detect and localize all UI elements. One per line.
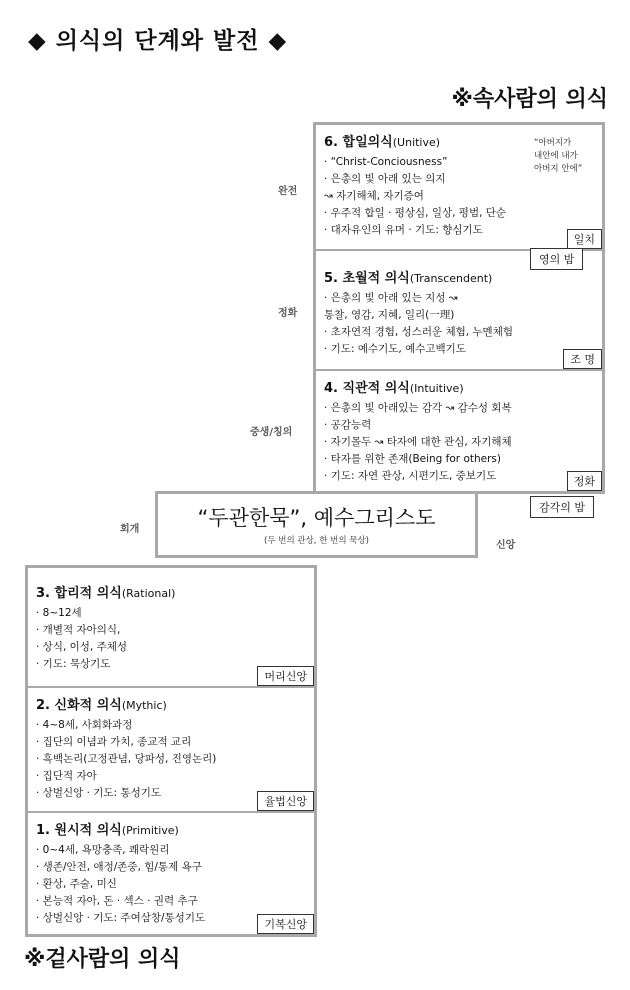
list-item: · 은총의 빛 아래있는 감각 ↝ 감수성 회복 xyxy=(324,402,512,414)
stage-heading xyxy=(324,377,594,396)
list-item: · 개별적 자아의식, xyxy=(36,624,121,636)
stage-tag: 조 명 xyxy=(563,349,602,369)
lower-stages-box xyxy=(25,565,317,937)
stage-heading xyxy=(36,819,306,838)
stage-1-primitive xyxy=(28,813,314,934)
list-item: · 상벌신앙 · 기도: 주여삼창/통성기도 xyxy=(36,912,206,924)
center-jesus-christ-box xyxy=(155,491,478,558)
side-label-repentance: 회개 xyxy=(120,524,140,535)
stage-title: 5. 초월적 의식 xyxy=(324,271,410,286)
list-item: · 집단의 이념과 가치, 종교적 교리 xyxy=(36,736,192,748)
stage-heading xyxy=(36,582,306,601)
list-item: · 생존/안전, 애정/존중, 힘/통제 욕구 xyxy=(36,861,202,873)
stage-title: 3. 합리적 의식 xyxy=(36,586,122,601)
list-item: · 기도: 예수기도, 예수고백기도 xyxy=(324,343,466,355)
stage-title: 2. 신화적 의식 xyxy=(36,698,122,713)
list-item: · 대자유인의 유머 · 기도: 향심기도 xyxy=(324,224,483,236)
night-of-soul-label: 영의 밤 xyxy=(530,248,583,270)
list-item: · 자기몰두 ↝ 타자에 대한 관심, 자기해체 xyxy=(324,436,512,448)
side-label-complete: 완전 xyxy=(278,186,298,197)
page-title: ◆ 의식의 단계와 발전 ◆ xyxy=(28,28,288,54)
list-item: · 초자연적 경험, 성스러운 체험, 누멘체험 xyxy=(324,326,513,338)
side-label-rebirth: 중생/칭의 xyxy=(250,427,293,438)
list-item: · 흑백논리(고정관념, 당파성, 진영논리) xyxy=(36,753,217,765)
stage-item-list xyxy=(324,290,594,358)
list-item: ↝ 자기해체, 자기증여 xyxy=(324,190,424,202)
stage-item-list xyxy=(36,605,306,673)
stage-english-name: (Mythic) xyxy=(121,699,167,712)
side-label-purification: 정화 xyxy=(278,308,298,319)
night-of-sense-label: 감각의 밤 xyxy=(530,496,594,518)
stage-item-list xyxy=(324,400,594,485)
side-label-faith: 신앙 xyxy=(496,540,516,551)
stage-tag: 기복신앙 xyxy=(257,914,314,934)
list-item: 통찰, 영감, 지혜, 일리(一理) xyxy=(324,309,455,321)
stage-4-intuitive xyxy=(316,371,602,491)
list-item: · 기도: 묵상기도 xyxy=(36,658,111,670)
stage-6-unitive xyxy=(316,125,602,251)
list-item: · 기도: 자연 관상, 시편기도, 중보기도 xyxy=(324,470,497,482)
quote-text: “아버지가 내안에 내가 아버지 안에” xyxy=(534,138,583,174)
stage-english-name: (Transcendent) xyxy=(409,272,493,285)
stage-title: 6. 합일의식 xyxy=(324,135,393,150)
stage-2-mythic xyxy=(28,688,314,813)
list-item: · “Christ-Conciousness” xyxy=(324,156,448,168)
stage-tag: 율법신앙 xyxy=(257,791,314,811)
list-item: · 타자를 위한 존재(Being for others) xyxy=(324,453,502,465)
stage-english-name: (Primitive) xyxy=(121,824,179,837)
list-item: · 0~4세, 욕망충족, 쾌락원리 xyxy=(36,844,170,856)
stage-english-name: (Unitive) xyxy=(392,136,441,149)
center-sub-text: (두 번의 관상, 한 번의 묵상) xyxy=(264,536,369,546)
list-item: · 4~8세, 사회화과정 xyxy=(36,719,133,731)
list-item: · 8~12세 xyxy=(36,607,82,619)
list-item: · 공감능력 xyxy=(324,419,372,431)
stage-title: 1. 원시적 의식 xyxy=(36,823,122,838)
list-item: · 상벌신앙 · 기도: 통성기도 xyxy=(36,787,161,799)
stage-item-list xyxy=(36,717,306,802)
stage-title: 4. 직관적 의식 xyxy=(324,381,410,396)
stage-heading xyxy=(36,694,306,713)
list-item: · 본능적 자아, 돈 · 섹스 · 권력 추구 xyxy=(36,895,198,907)
stage-tag: 일치 xyxy=(567,229,602,249)
list-item: · 집단적 자아 xyxy=(36,770,97,782)
stage-english-name: (Intuitive) xyxy=(409,382,464,395)
stage-3-rational xyxy=(28,568,314,688)
outer-consciousness-title: ※겉사람의 의식 xyxy=(24,947,181,972)
stage-english-name: (Rational) xyxy=(121,587,176,600)
list-item: · 환상, 주술, 미신 xyxy=(36,878,117,890)
stage-tag: 정화 xyxy=(567,471,602,491)
list-item: · 은총의 빛 아래 있는 지성 ↝ xyxy=(324,292,458,304)
list-item: · 우주적 합일 · 평상심, 일상, 평범, 단순 xyxy=(324,207,507,219)
inner-consciousness-title: ※속사람의 의식 xyxy=(451,87,608,112)
list-item: · 상식, 이성, 주체성 xyxy=(36,641,128,653)
upper-stages-box xyxy=(313,122,605,494)
center-main-text: “두관한묵”, 예수그리스도 xyxy=(197,506,436,530)
list-item: · 은총의 빛 아래 있는 의지 xyxy=(324,173,446,185)
stage-tag: 머리신앙 xyxy=(257,666,314,686)
